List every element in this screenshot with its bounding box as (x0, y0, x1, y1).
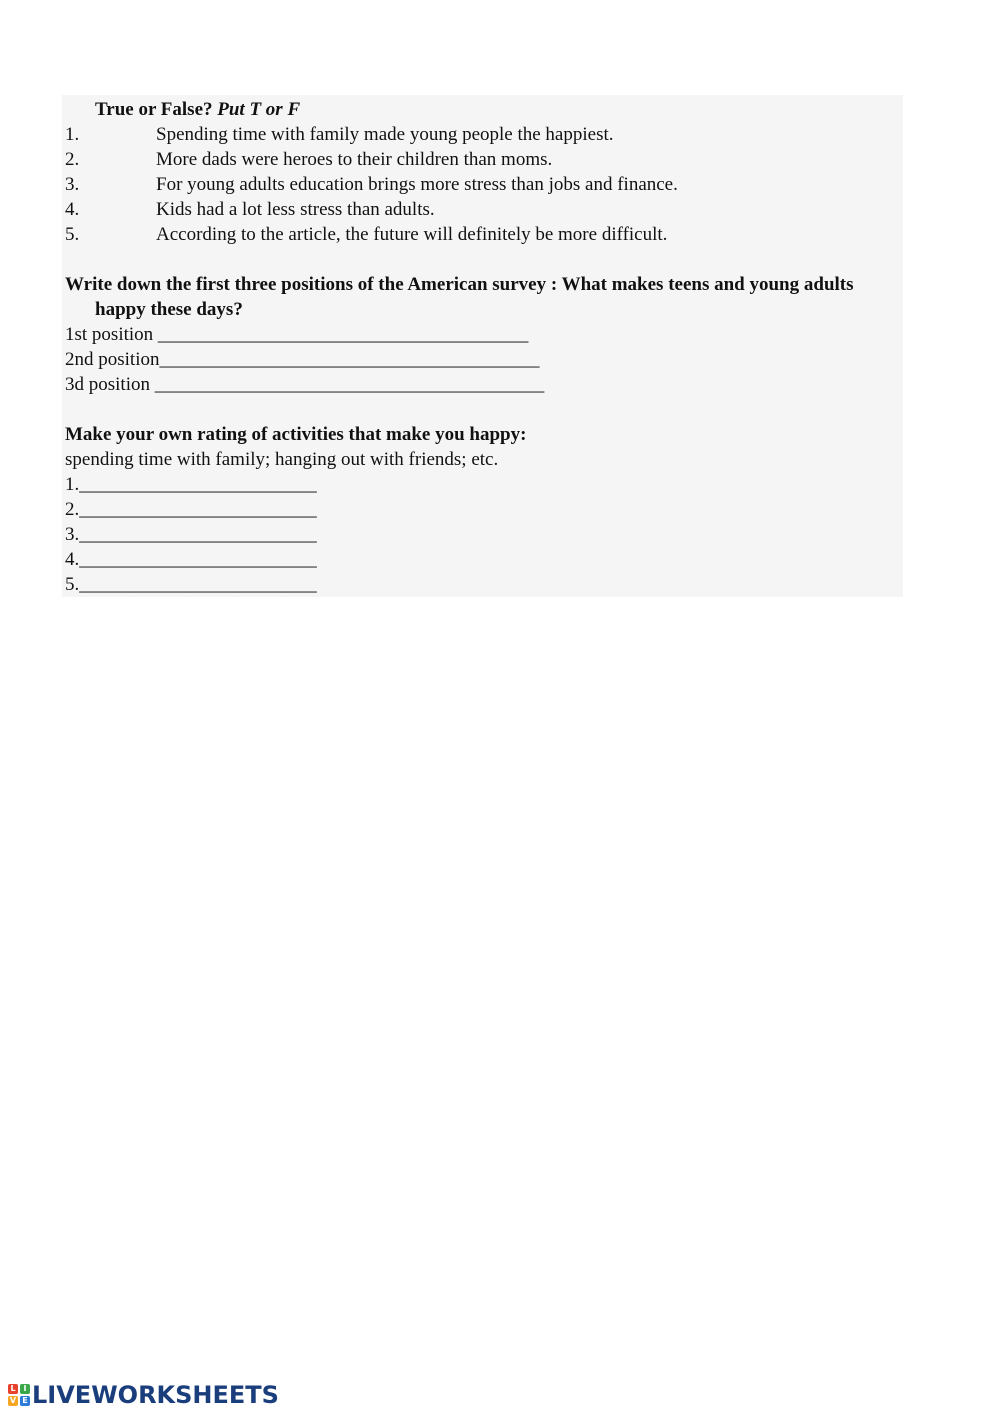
item-statement: For young adults education brings more stress than jobs and finance. (156, 174, 678, 195)
rating-number: 5. (65, 574, 80, 595)
survey-position-row (65, 372, 544, 397)
rating-answer-blank[interactable]: _________________________ (79, 574, 317, 595)
rating-answer-blank[interactable]: _________________________ (79, 524, 317, 545)
liveworksheets-logo (8, 1381, 279, 1409)
item-statement: Kids had a lot less stress than adults. (156, 199, 435, 220)
logo-mark-tile: E (20, 1396, 30, 1406)
position-label: 3d position (65, 374, 155, 395)
item-number: 5. (65, 224, 80, 245)
rating-number: 4. (65, 549, 80, 570)
logo-mark-tile: L (8, 1384, 18, 1394)
rating-item (65, 497, 317, 522)
logo-text: LIVEWORKSHEETS (32, 1381, 279, 1409)
item-statement: According to the article, the future will definitely be more difficult. (156, 224, 668, 245)
position-answer-blank[interactable]: _______________________________________ (157, 324, 529, 345)
logo-mark-tile: V (9, 1396, 17, 1405)
worksheet-content (62, 95, 903, 597)
rating-number: 3. (65, 524, 80, 545)
item-statement: More dads were heroes to their children than moms. (156, 149, 553, 170)
item-statement: Spending time with family made young people the happiest. (156, 124, 614, 145)
item-number: 3. (65, 174, 80, 195)
rating-number: 1. (65, 474, 80, 495)
survey-position-row (65, 322, 528, 347)
true-false-heading (95, 97, 300, 122)
position-answer-blank[interactable]: ________________________________________ (159, 349, 540, 370)
survey-position-row (65, 347, 539, 372)
item-number: 4. (65, 199, 80, 220)
rating-item (65, 522, 317, 547)
position-label: 2nd position (65, 349, 160, 370)
item-number: 1. (65, 124, 80, 145)
position-answer-blank[interactable]: _________________________________________ (154, 374, 545, 395)
rating-item (65, 547, 317, 572)
rating-answer-blank[interactable]: _________________________ (79, 499, 317, 520)
item-number: 2. (65, 149, 80, 170)
true-false-heading-bold: True or False? (95, 99, 213, 120)
logo-mark-icon (8, 1384, 30, 1406)
position-label: 1st position (65, 324, 158, 345)
rating-example: spending time with family; hanging out with friends; etc. (65, 449, 499, 470)
true-false-heading-italic: Put T or F (217, 99, 301, 120)
rating-answer-blank[interactable]: _________________________ (79, 549, 317, 570)
rating-item (65, 572, 317, 597)
rating-number: 2. (65, 499, 80, 520)
rating-answer-blank[interactable]: _________________________ (79, 474, 317, 495)
rating-heading: Make your own rating of activities that make you happy: (65, 424, 527, 445)
logo-mark-tile: I (20, 1384, 30, 1394)
survey-heading-line2: happy these days? (95, 299, 243, 320)
survey-heading-line1: Write down the first three positions of the American survey : What makes teens and young adults (65, 274, 854, 295)
rating-item (65, 472, 317, 497)
